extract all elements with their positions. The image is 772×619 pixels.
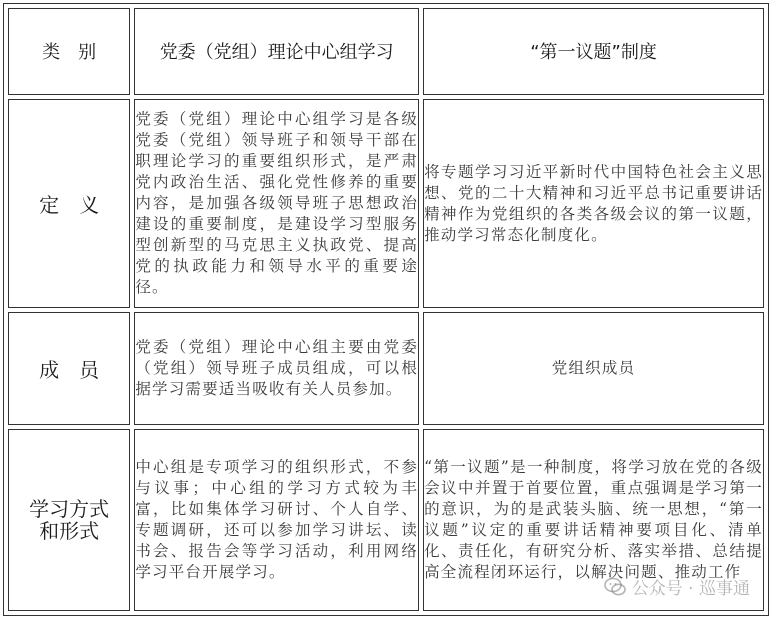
table-row [8,99,764,309]
watermark [604,574,750,599]
cell-party-members: 党委（党组）理论中心组主要由党委（党组）领导班子成员组成，可以根据学习需要适当吸收有关人员参加。 [134,312,419,425]
row-label-method-text: 学习方式和形式 [29,496,110,543]
cell-first-members: 党组织成员 [423,312,764,425]
header-party-study: 党委（党组）理论中心组学习 [134,8,419,95]
comparison-table [3,3,769,616]
cell-first-definition: 将专题学习习近平新时代中国特色社会主义思想、党的二十大精神和习近平总书记重要讲话精神作为党组织的各类各级会议的第一议题，推动学习常态化制度化。 [423,99,764,309]
row-label-method [8,429,130,611]
wechat-icon [604,577,626,597]
cell-first-method: “第一议题”是一种制度，将学习放在党的各级会议中并置于首要位置，重点强调是学习第一的意识，为的是武装头脑、统一思想，“第一议题”议定的重要讲话精神要项目化、清单化、责任化，有研究分析、落实举措、总结提高全流程闭环运行，以解决问题、推动工作 [423,429,764,611]
table-row [8,312,764,425]
watermark-text: 公众号 · 巡事通 [631,579,750,599]
header-first-topic: “第一议题”制度 [423,8,764,95]
row-label-definition: 定 义 [8,99,130,309]
cell-party-definition: 党委（党组）理论中心组学习是各级党委（党组）领导班子和领导干部在职理论学习的重要组织形式，是严肃党内政治生活、强化党性修养的重要内容，是加强各级领导班子思想政治建设的重要制度，是建设学习型服务型创新型的马克思主义执政党、提高党的执政能力和领导水平的重要途径。 [134,99,419,309]
header-row [8,8,764,95]
row-label-members: 成 员 [8,312,130,425]
cell-party-method: 中心组是专项学习的组织形式，不参与议事；中心组的学习方式较为丰富，比如集体学习研讨、个人自学、专题调研，还可以参加学习讲坛、读书会、报告会等学习活动，利用网络学习平台开展学习。 [134,429,419,611]
header-category: 类 别 [8,8,130,95]
